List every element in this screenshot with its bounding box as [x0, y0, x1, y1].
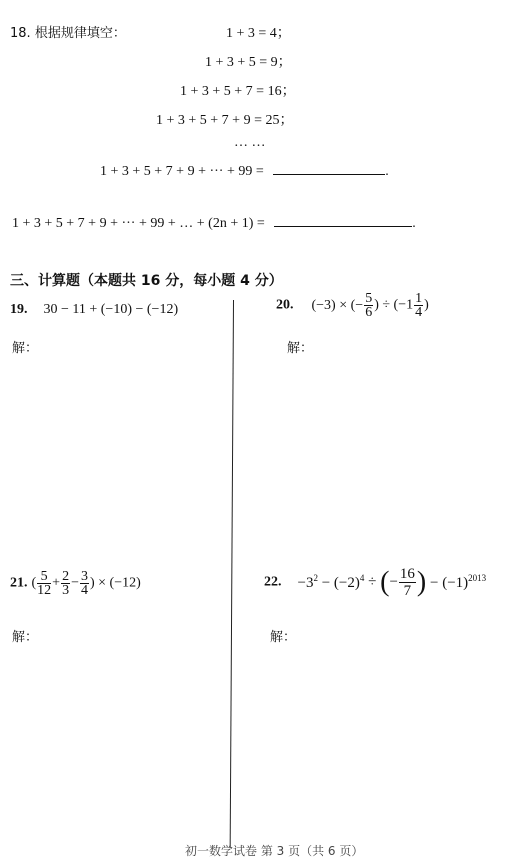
- q22-right-paren: ): [416, 566, 427, 598]
- q18-line4: 1 + 3 + 5 + 7 + 9 = 25；: [156, 113, 294, 128]
- q20-answer-label: 解：: [287, 341, 314, 356]
- q22-part-d: [426, 575, 486, 591]
- q22-number: 22.: [264, 574, 282, 590]
- page-footer: 初一数学试卷 第 3 页（共 6 页）: [185, 844, 364, 858]
- q21-plus: +: [52, 575, 61, 591]
- q21-f3-numerator: 3: [80, 569, 88, 584]
- q20-fraction-2: [414, 292, 423, 319]
- q20-expr-a: (−3) × (−: [311, 297, 364, 313]
- q21-f2-denominator: 3: [62, 583, 70, 598]
- q18-answer-blank-1[interactable]: [273, 162, 385, 175]
- q18-answer-blank-2[interactable]: [274, 214, 412, 227]
- q18-number-prompt: [10, 22, 126, 41]
- q18-line3: 1 + 3 + 5 + 7 = 16；: [180, 84, 296, 99]
- q22-part-a: [298, 575, 318, 591]
- q21-minus: −: [71, 575, 79, 591]
- q22-base-d: − (−1): [426, 575, 469, 591]
- q18-line6-expr: 1 + 3 + 5 + 7 + 9 + ··· + 99 + … + (2n + 1) =: [12, 216, 265, 231]
- q20-expr-b: ) ÷ (−1: [374, 297, 414, 313]
- q18-dots: … …: [234, 135, 266, 150]
- q18-line5: [100, 162, 389, 180]
- q20: [276, 292, 429, 319]
- q18-line6-end: .: [412, 216, 416, 231]
- q22-f-denominator: 7: [403, 583, 412, 599]
- q22-exp-d: 2013: [468, 573, 487, 583]
- q21-fraction-3: [80, 570, 89, 597]
- q22-left-paren: (: [380, 566, 390, 598]
- q19-expression: 30 − 11 + (−10) − (−12): [43, 302, 179, 317]
- q21-f2-numerator: 2: [62, 569, 70, 584]
- q21-f1-denominator: 12: [37, 583, 52, 598]
- q22-part-b: [318, 575, 364, 591]
- q22: [264, 566, 486, 599]
- q21-open-paren: (: [31, 575, 37, 591]
- q18-line1: 1 + 3 = 4；: [226, 26, 291, 41]
- q19: [10, 300, 178, 318]
- q20-fraction-1: [364, 292, 373, 319]
- q21-fraction-2: [61, 570, 70, 597]
- q18-number: 18.: [10, 26, 31, 41]
- q22-sign: −: [389, 574, 398, 590]
- q22-divide: ÷: [364, 574, 381, 590]
- q20-f1-denominator: 6: [365, 305, 373, 320]
- q22-exp-b: 4: [359, 573, 365, 583]
- section3-heading: 三、计算题（本题共 16 分，每小题 4 分）: [10, 273, 283, 289]
- q18-prompt: 根据规律填空：: [34, 26, 126, 41]
- q22-base-b: − (−2): [317, 575, 360, 591]
- q22-f-numerator: 16: [399, 566, 415, 582]
- q22-base-a: −3: [297, 575, 314, 591]
- q22-exp-a: 2: [313, 573, 318, 583]
- q18-line5-expr: 1 + 3 + 5 + 7 + 9 + ··· + 99 =: [100, 164, 264, 179]
- q22-fraction: [399, 566, 416, 599]
- q18-line6: [12, 214, 416, 232]
- q21-fraction-1: [37, 570, 51, 597]
- q20-f1-numerator: 5: [365, 291, 373, 306]
- q20-f2-numerator: 1: [415, 291, 423, 306]
- q21-close: ) × (−12): [89, 575, 141, 591]
- q18-line2: 1 + 3 + 5 = 9；: [205, 55, 292, 70]
- q22-answer-label: 解：: [270, 630, 297, 645]
- q21: [10, 570, 141, 597]
- q20-f2-denominator: 4: [415, 305, 423, 320]
- q20-number: 20.: [276, 297, 294, 313]
- q20-expr-c: ): [424, 297, 429, 313]
- q19-answer-label: 解：: [12, 341, 39, 356]
- q21-f1-numerator: 5: [37, 570, 51, 584]
- q21-answer-label: 解：: [12, 630, 39, 645]
- column-divider: [230, 300, 234, 848]
- q19-number: 19.: [10, 302, 28, 317]
- q21-f3-denominator: 4: [80, 583, 88, 598]
- q21-number: 21.: [10, 575, 28, 591]
- q18-line5-end: .: [385, 164, 389, 179]
